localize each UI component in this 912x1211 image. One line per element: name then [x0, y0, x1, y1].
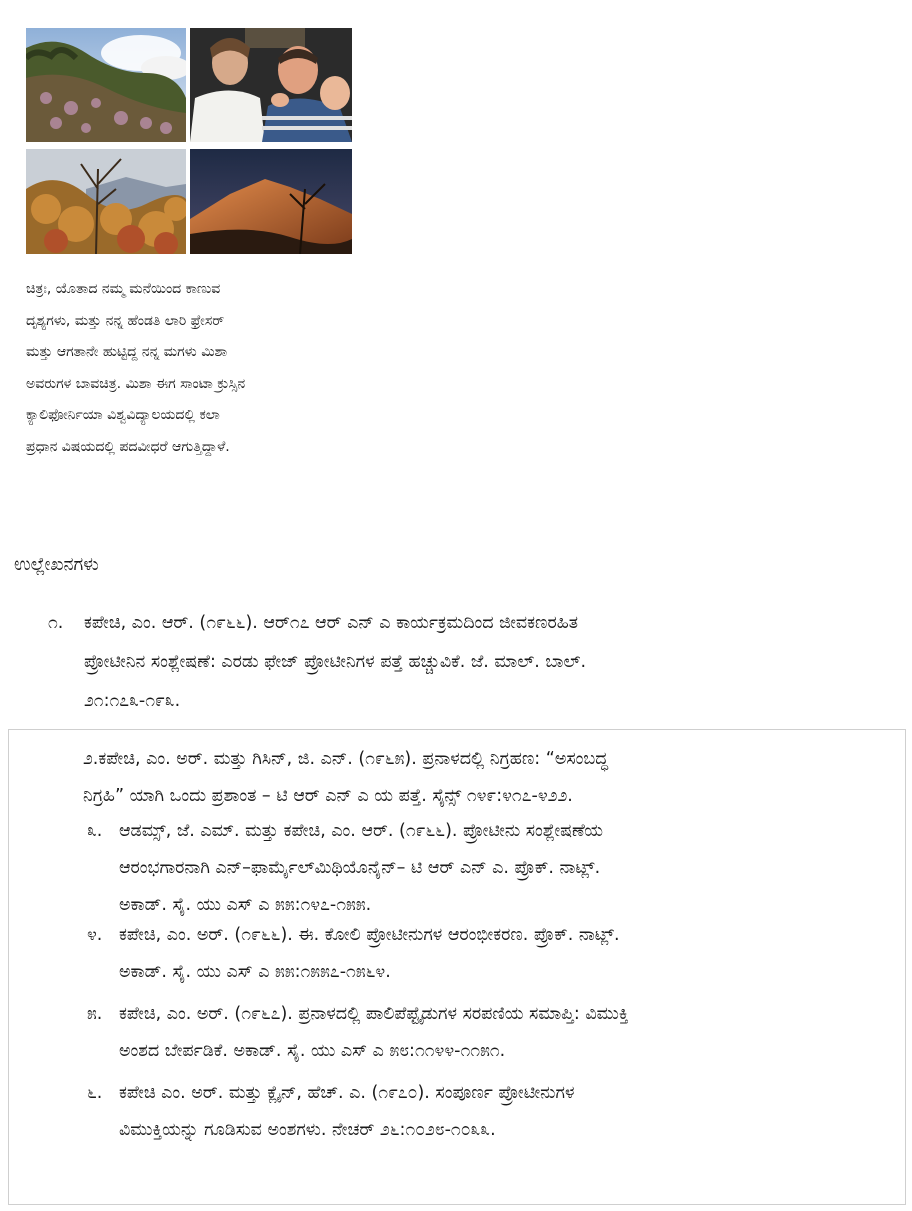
photo-collage	[26, 28, 352, 254]
caption-line: ಕ್ಯಾಲಿಫೋರ್ನಿಯಾ ವಿಶ್ವವಿದ್ಯಾಲಯದಲ್ಲಿ ಕಲಾ	[26, 407, 220, 423]
reference-line: ಕಪೇಚಿ, ಎಂ. ಅರ್. (೧೯೬೬). ಈ. ಕೋಲಿ ಪ್ರೋಟೀನುಗಳ ಆರಂಭೀಕರಣ. ಪ್ರೊಕ್. ನಾಟ್ಲ್.	[119, 925, 620, 945]
reference-line: ಕಪೇಚಿ ಎಂ. ಅರ್. ಮತ್ತು ಕ್ಲೈನ್, ಹೆಚ್. ಎ. (೧೯೭೦). ಸಂಪೂರ್ಣ ಪ್ರೋಟೀನುಗಳ	[119, 1083, 575, 1103]
references-box	[8, 729, 906, 1205]
reference-line: ಅಕಾಡ್. ಸೈ. ಯು ಎಸ್ ಎ ೫೫:೧೫೫೭-೧೫೬೪.	[119, 962, 391, 982]
reference-line: ಅಂಶದ ಬೇರ್ಪಡಿಕೆ. ಅಕಾಡ್. ಸೈ. ಯು ಎಸ್ ಎ ೫೮:೧೧೪೪-೧೧೫೧.	[119, 1041, 506, 1061]
references-heading: ಉಲ್ಲೇಖನಗಳು	[14, 554, 99, 575]
reference-number: ೬.	[87, 1083, 103, 1103]
caption-line: ಮತ್ತು ಆಗತಾನೇ ಹುಟ್ಟಿದ್ದ ನನ್ನ ಮಗಳು ಮಿಶಾ	[26, 344, 228, 360]
caption-line: ದೃಶ್ಯಗಳು, ಮತ್ತು ನನ್ನ ಹೆಂಡತಿ ಲಾರಿ ಫ್ರೇಸರ್	[26, 312, 225, 329]
photo-caption	[26, 274, 366, 463]
reference-line: ಪ್ರೋಟೀನಿನ ಸಂಶ್ಲೇಷಣೆ: ಎರಡು ಫೇಜ್ ಪ್ರೋಟೀನಿಗಳ ಪತ್ತೆ ಹಚ್ಚುವಿಕೆ. ಜೆ. ಮಾಲ್. ಬಾಲ್.	[84, 652, 587, 672]
reference-number: ೪.	[87, 925, 103, 945]
reference-line: ೨೧:೧೭೩-೧೯೩.	[84, 691, 181, 711]
reference-line: ಆರಂಭಗಾರನಾಗಿ ಎನ್–ಫಾರ್ಮೈಲ್‌ಮಿಥಿಯೊನೈನ್– ಟಿ ಆರ್ ಎನ್ ಎ. ಪ್ರೊಕ್. ನಾಟ್ಲ್.	[119, 858, 601, 878]
hillside-flowers-photo	[26, 28, 186, 142]
reference-line: ಕಪೇಚಿ, ಎಂ. ಅರ್. (೧೯೬೭). ಪ್ರನಾಳದಲ್ಲಿ ಪಾಲಿಪೆಪ್ಟೈಡುಗಳ ಸರಪಣಿಯ ಸಮಾಪ್ತಿ: ವಿಮುಕ್ತಿ	[119, 1004, 629, 1024]
reference-number: ೧.	[48, 613, 64, 633]
reference-line: ಆಡಮ್ಸ್, ಜೆ. ಎಮ್. ಮತ್ತು ಕಪೇಚಿ, ಎಂ. ಆರ್. (೧೯೬೬). ಪ್ರೋಟೀನು ಸಂಶ್ಲೇಷಣೆಯ	[119, 821, 603, 841]
reference-number: ೩.	[87, 821, 103, 841]
reference-line: ಅಕಾಡ್. ಸೈ. ಯು ಎಸ್ ಎ ೫೫:೧೪೭-೧೫೫.	[119, 895, 372, 915]
sunset-mountain-photo	[190, 149, 352, 254]
caption-line: ಪ್ರಧಾನ ವಿಷಯದಲ್ಲಿ ಪದವೀಧರೆ ಆಗುತ್ತಿದ್ದಾಳೆ.	[26, 438, 230, 455]
reference-line: ನಿಗ್ರಹಿ” ಯಾಗಿ ಒಂದು ಪ್ರಶಾಂತ – ಟಿ ಆರ್ ಎನ್ ಎ ಯ ಪತ್ತೆ. ಸೈನ್ಸ್ ೧೪೯:೪೧೭-೪೨೨.	[83, 786, 573, 806]
reference-line: ೨.ಕಪೇಚಿ, ಎಂ. ಅರ್. ಮತ್ತು ಗಿಸಿನ್, ಜಿ. ಎನ್. (೧೯೬೫). ಪ್ರನಾಳದಲ್ಲಿ ನಿಗ್ರಹಣ: “ಅಸಂಬದ್ಧ	[83, 749, 608, 769]
family-portrait-photo	[190, 28, 352, 142]
reference-line: ಕಪೇಚಿ, ಎಂ. ಆರ್. (೧೯೬೬). ಆರ್೧೭ ಆರ್ ಎನ್ ಎ ಕಾರ್ಯಕ್ರಮದಿಂದ ಜೀವಕಣರಹಿತ	[84, 613, 578, 633]
caption-line: ಅವರುಗಳ ಬಾವಚಿತ್ರ. ಮಿಶಾ ಈಗ ಸಾಂಟಾ ಕ್ರುಸ್ಸಿನ	[26, 375, 246, 392]
reference-number: ೫.	[87, 1004, 103, 1024]
autumn-trees-photo	[26, 149, 186, 254]
caption-line: ಚಿತ್ರಃ, ಯೊತಾದ ನಮ್ಮ ಮನೆಯಿಂದ ಕಾಣುವ	[26, 281, 221, 297]
reference-line: ವಿಮುಕ್ತಿಯನ್ನು ಗೂಡಿಸುವ ಅಂಶಗಳು. ನೇಚರ್ ೨೬:೧೦೨೮-೧೦೩೩.	[119, 1120, 496, 1140]
